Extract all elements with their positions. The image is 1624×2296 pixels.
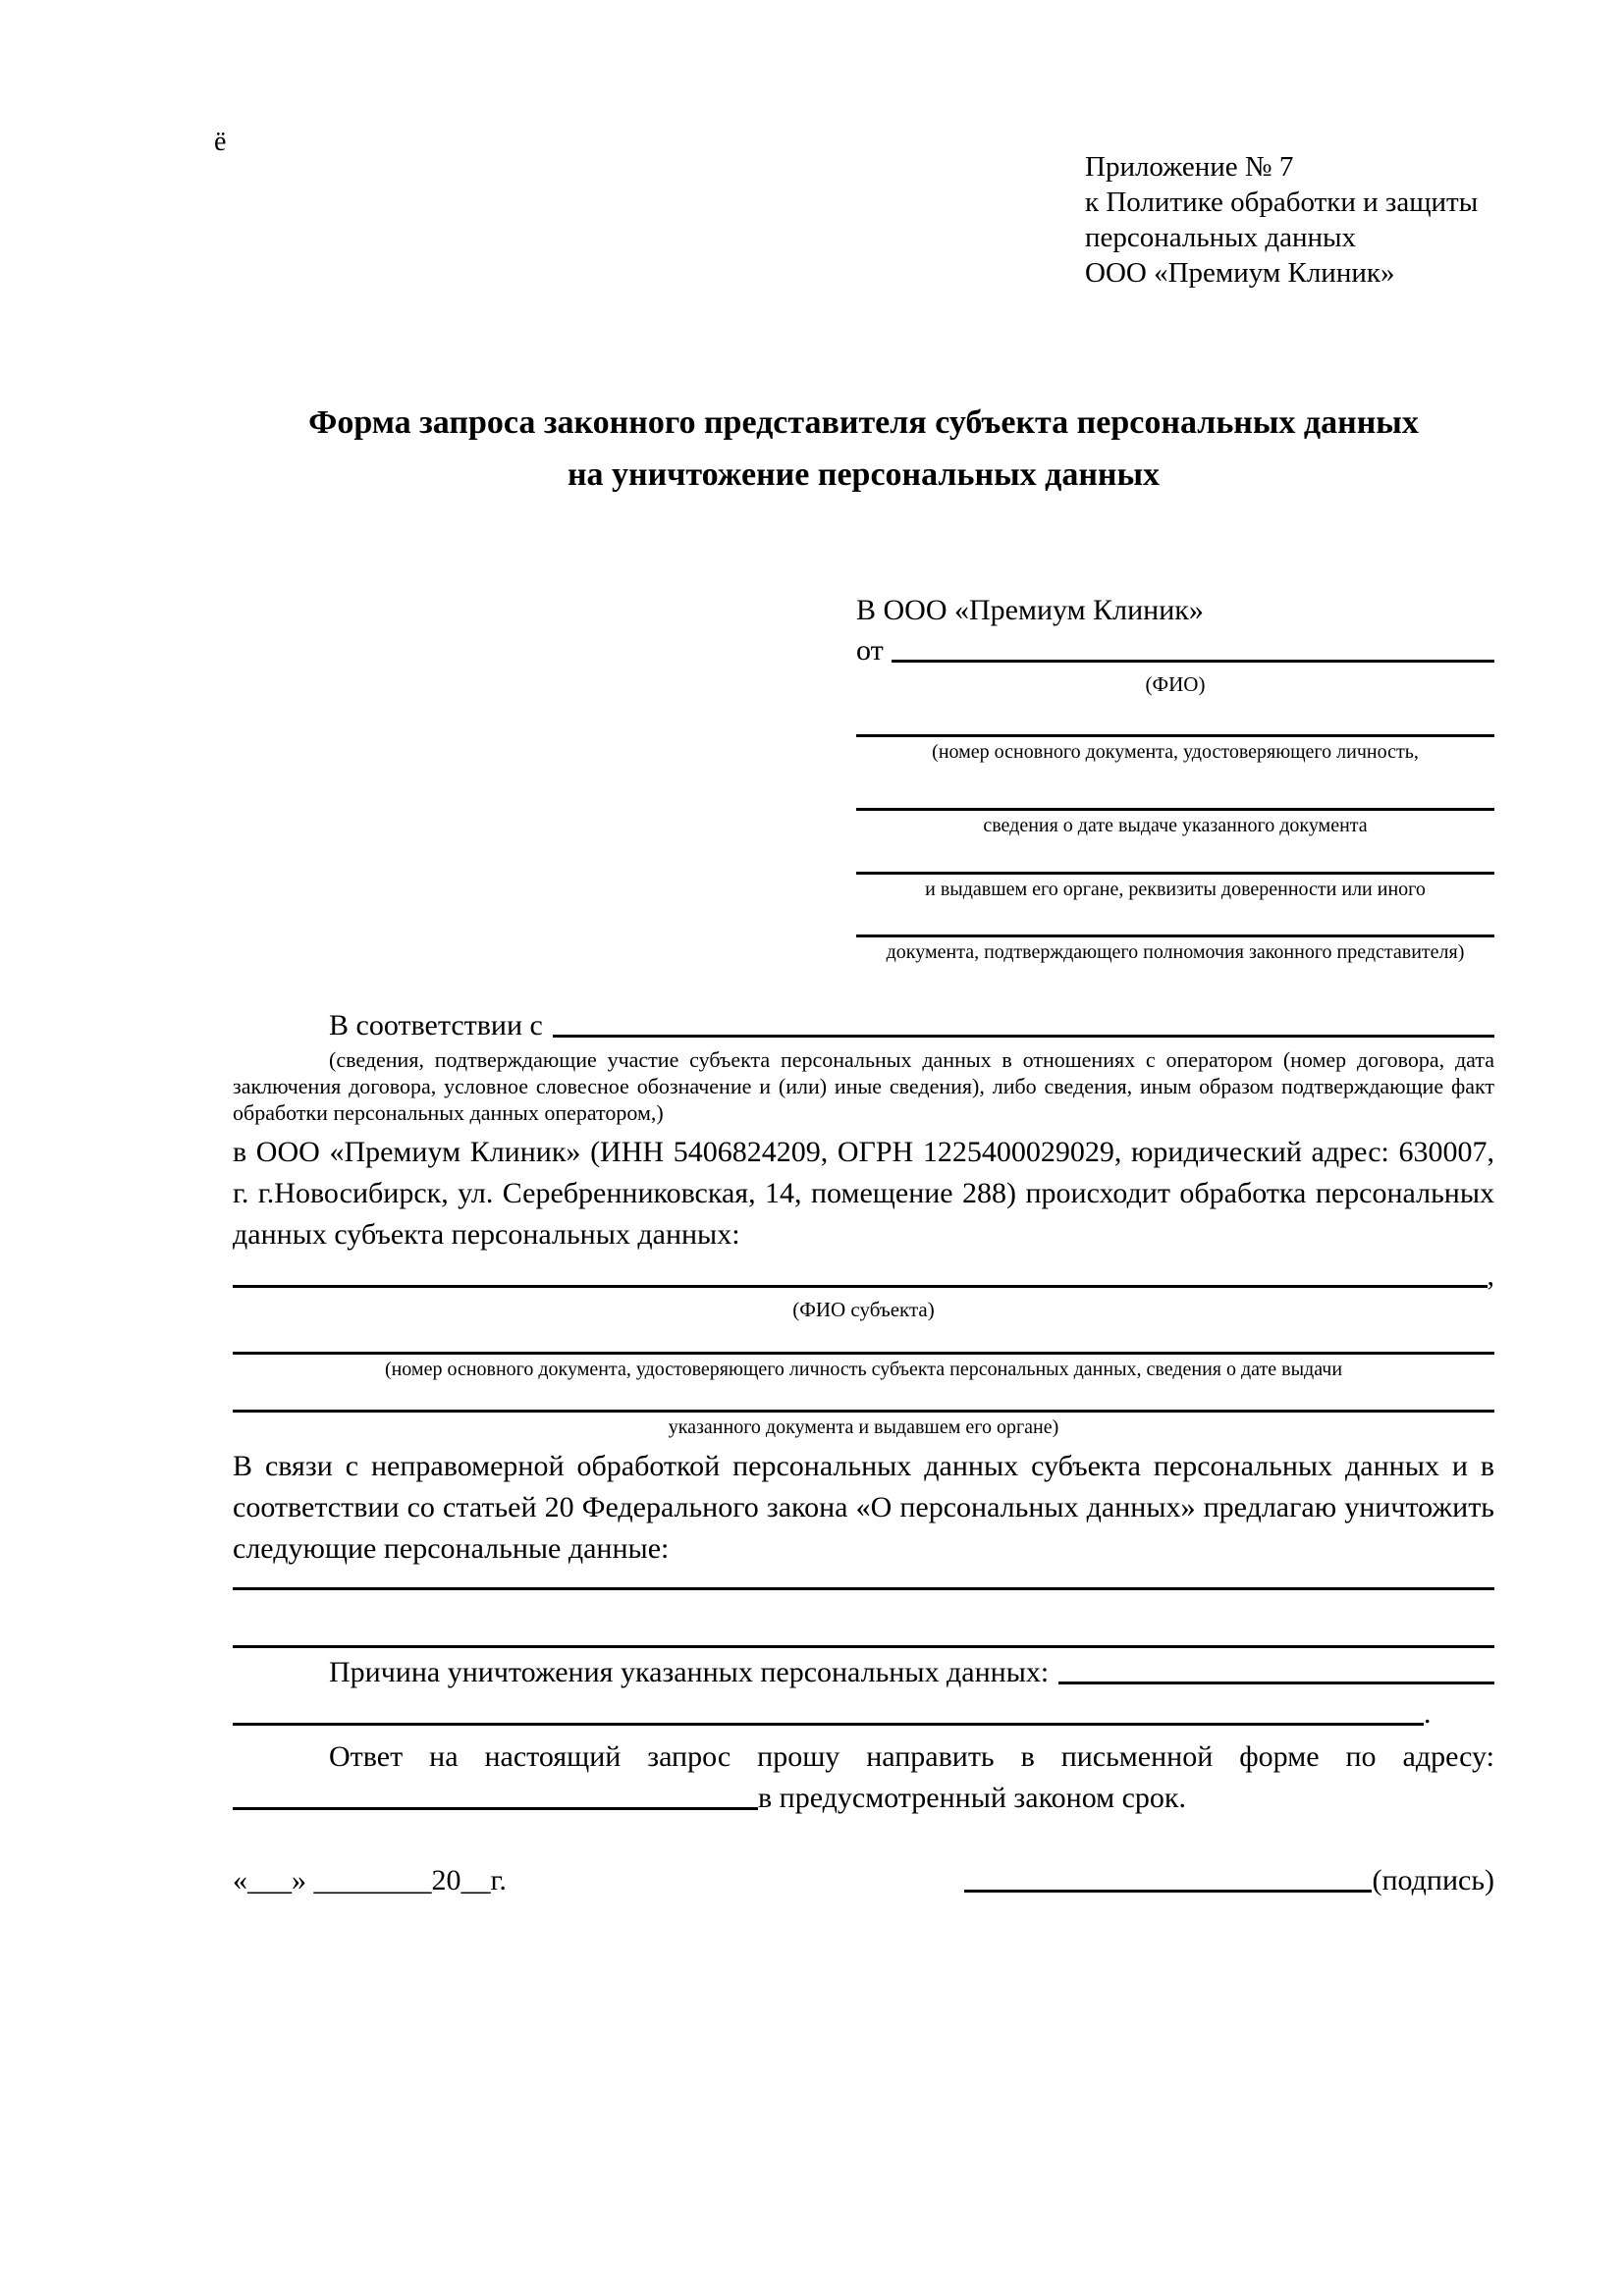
addressee-block [856,591,1494,965]
margin-stray-char: ё [214,127,227,157]
reason-fill-row [233,1693,1494,1735]
destroy-data-fill-line-2 [233,1645,1494,1648]
doc-caption-2: сведения о дате выдаче указанного документа [983,815,1368,836]
accordance-label: В соответствии с [329,1009,543,1041]
address-fill-line [233,1807,758,1810]
reason-label: Причина уничтожения указанных персональных данных: [329,1656,1050,1688]
subject-doc-caption-1: (номер основного документа, удостоверяющего личность субъекта персональных данных, сведения о дате выдачи [384,1359,1343,1380]
appendix-line-1: Приложение № 7 [1085,151,1294,183]
doc-date-fill-line [856,808,1494,811]
subject-fio-caption: (ФИО субъекта) [792,1298,935,1321]
doc-number-fill-line [856,734,1494,737]
document-title-line-2: на уничтожение персональных данных [567,456,1161,493]
from-fill-line [892,660,1494,663]
signature-group [964,1860,1494,1901]
reason-period: . [1424,1697,1432,1730]
answer-paragraph: Ответ на настоящий запрос прошу направить в письменной форме по адресу: [329,1740,1494,1773]
accordance-fill-line [553,1035,1494,1038]
document-body [233,1005,1494,1819]
doc-caption-4: документа, подтверждающего полномочия законного представителя) [886,941,1465,963]
appendix-line-3: персональных данных [1085,222,1357,253]
footer-row [233,1860,1494,1901]
answer-tail: в предусмотренный законом срок. [758,1782,1186,1814]
subject-doc-fill-line-1 [233,1352,1494,1355]
reason-fill-line-2 [233,1723,1424,1726]
document-title [233,397,1494,501]
appendix-line-4: ООО «Премиум Клиник» [1085,257,1395,289]
subject-fio-row [233,1255,1494,1297]
addressee-organization: В ООО «Премиум Клиник» [856,594,1204,626]
accordance-note: (сведения, подтверждающие участие субъекта персональных данных в отношениях с оператором (номер договора, дата заключения договора, условное словесное обозначение и (или) иные сведения), либо сведения, иным образом подтверждающие факт обработки персональных данных оператором,) [233,1047,1494,1125]
doc-proxy-fill-line [856,934,1494,937]
reason-fill-line [1058,1682,1494,1684]
signature-caption: (подпись) [1372,1864,1494,1896]
destroy-paragraph: В связи с неправомерной обработкой персональных данных субъекта персональных данных и в соответствии со статьей 20 Федерального закона «О персональных данных» предлагаю уничтожить следующие персональные данные: [233,1450,1494,1565]
date-blank-line: «___» ________20__г. [233,1864,507,1896]
operator-paragraph: в ООО «Премиум Клиник» (ИНН 5406824209, ОГРН 1225400029029, юридический адрес: 630007, г. г.Новосибирск, ул. Серебренниковская, 14, помещение 288) происходит обработка персональных данных субъекта персональных данных: [233,1136,1494,1251]
from-label: от [856,634,884,667]
answer-address-row [233,1778,1494,1819]
subject-doc-fill-line-2 [233,1410,1494,1413]
fio-caption: (ФИО) [1145,672,1206,696]
doc-authority-fill-line [856,872,1494,875]
signature-fill-line [964,1890,1372,1893]
document-title-line-1: Форма запроса законного представителя субъекта персональных данных [308,404,1419,441]
doc-caption-1: (номер основного документа, удостоверяющего личность, [932,741,1419,763]
appendix-line-2: к Политике обработки и защиты [1085,187,1479,218]
subject-fio-fill-line [233,1285,1488,1288]
subject-fio-comma: , [1487,1259,1494,1292]
accordance-row [233,1005,1494,1046]
reason-row [233,1652,1494,1693]
from-row [856,630,1494,671]
destroy-data-fill-line-1 [233,1587,1494,1590]
subject-doc-caption-2: указанного документа и выдавшем его органе) [668,1416,1059,1438]
doc-caption-3: и выдавшем его органе, реквизиты доверенности или иного [925,879,1426,900]
appendix-reference-block [1085,149,1507,291]
